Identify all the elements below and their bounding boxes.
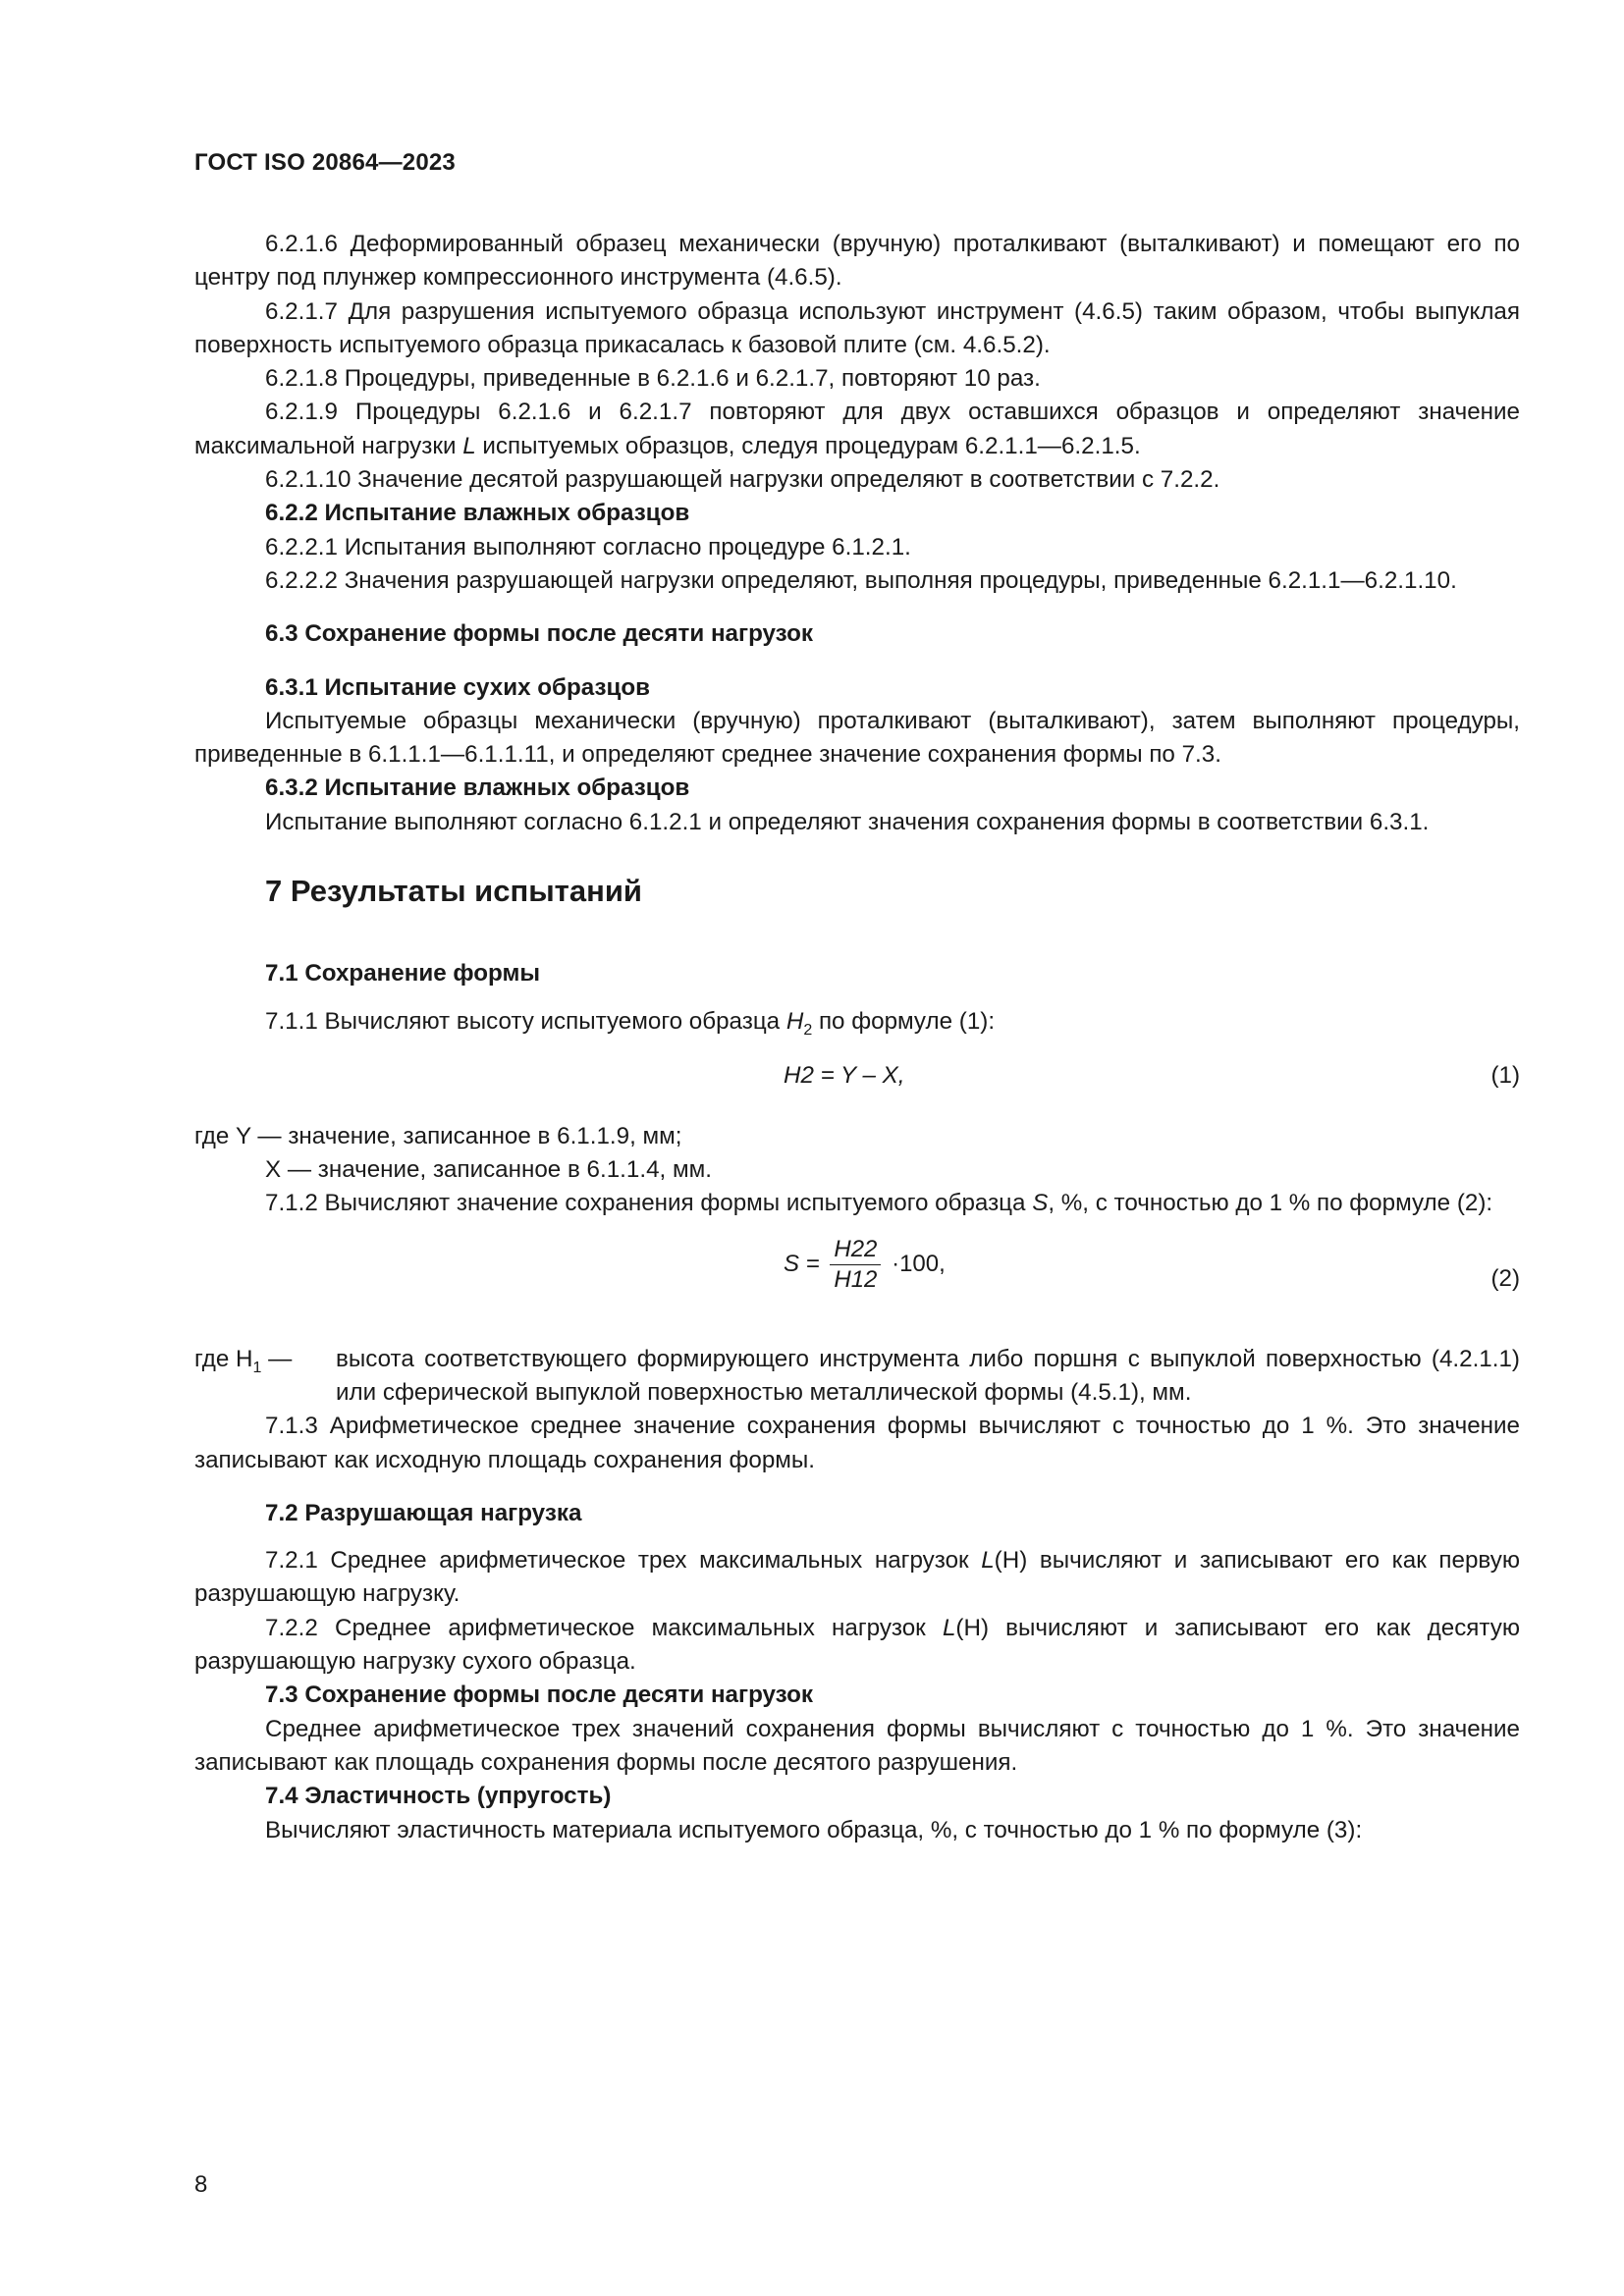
heading-7-2: 7.2 Разрушающая нагрузка: [265, 1499, 582, 1526]
heading-7-1: 7.1 Сохранение формы: [265, 960, 540, 988]
paragraph-7-4: Вычисляют эластичность материала испытуемого образца, %, с точностью до 1 % по формуле (3):: [265, 1816, 1363, 1843]
paragraph-6-2-1-8: 6.2.1.8 Процедуры, приведенные в 6.2.1.6 и 6.2.1.7, повторяют 10 раз.: [265, 365, 1041, 393]
text-segment: испытуемых образцов, следуя процедурам 6.2.1.1—6.2.1.5.: [475, 432, 1141, 459]
variable-s: S: [1032, 1190, 1049, 1217]
formula-2-denominator: H12: [834, 1265, 878, 1293]
heading-6-2-2: 6.2.2 Испытание влажных образцов: [265, 500, 690, 527]
where-x: X — значение, записанное в 6.1.1.4, мм.: [265, 1156, 712, 1184]
formula-1-number: (1): [1490, 1061, 1520, 1089]
heading-7-3: 7.3 Сохранение формы после десяти нагрузок: [265, 1682, 813, 1709]
text-segment: где H: [194, 1345, 253, 1372]
paragraph-7-1-3: 7.1.3 Арифметическое среднее значение сохранения формы вычисляют с точностью до 1 %. Это значение записывают как исходную площадь сохранения формы.: [194, 1413, 1520, 1473]
heading-7-4: 7.4 Эластичность (упругость): [265, 1783, 612, 1810]
paragraph-6-2-2-1: 6.2.2.1 Испытания выполняют согласно процедуре 6.1.2.1.: [265, 533, 911, 561]
paragraph-6-2-1-10: 6.2.1.10 Значение десятой разрушающей нагрузки определяют в соответствии с 7.2.2.: [265, 466, 1220, 494]
where-y: где Y — значение, записанное в 6.1.1.9, мм;: [194, 1122, 682, 1149]
paragraph-7-1-2: [194, 1187, 1520, 1220]
text-segment: 7.1.1 Вычисляют высоту испытуемого образца: [265, 1007, 786, 1035]
where-h1: [194, 1343, 1520, 1411]
document-body: [194, 228, 1520, 1847]
formula-1-expression: H2 = Y – X,: [784, 1061, 905, 1089]
text-segment: 6.2.1.9 Процедуры 6.2.1.6 и 6.2.1.7 повторяют для двух оставшихся образцов и определяют значение максимальной нагрузки: [194, 399, 1520, 459]
paragraph-7-2-2: [194, 1612, 1520, 1680]
page-number: 8: [194, 2171, 208, 2198]
formula-2-fraction: [830, 1235, 881, 1295]
text-segment: 7.1.2 Вычисляют значение сохранения формы испытуемого образца: [265, 1190, 1033, 1217]
formula-2: [194, 1221, 1520, 1329]
formula-2-expression: [784, 1235, 946, 1295]
heading-6-3-1: 6.3.1 Испытание сухих образцов: [265, 673, 651, 701]
paragraph-6-2-1-9: [194, 396, 1520, 463]
text-segment: по формуле (1):: [812, 1007, 996, 1035]
heading-6-3-2: 6.3.2 Испытание влажных образцов: [265, 774, 690, 802]
subscript: 1: [252, 1359, 262, 1376]
variable-l: L: [462, 432, 476, 459]
formula-2-numerator: H22: [830, 1235, 881, 1265]
text-segment: , %, с точностью до 1 % по формуле (2):: [1048, 1190, 1493, 1217]
paragraph-7-3: Среднее арифметическое трех значений сохранения формы вычисляют с точностью до 1 %. Это значение записывают как площадь сохранения формы после десятого разрушения.: [194, 1715, 1520, 1776]
heading-6-3: 6.3 Сохранение формы после десяти нагрузок: [265, 620, 813, 648]
paragraph-7-1-1: [194, 1005, 1520, 1047]
paragraph-6-2-2-2: 6.2.2.2 Значения разрушающей нагрузки определяют, выполняя процедуры, приведенные 6.2.1.1—6.2.1.10.: [265, 566, 1457, 594]
text-segment: (Н) вычисляют и записывают его как десятую разрушающую нагрузку сухого образца.: [194, 1614, 1520, 1676]
variable-l: L: [942, 1614, 956, 1641]
where-h1-label: где $H_1$ —: [194, 1345, 293, 1376]
heading-7: 7 Результаты испытаний: [265, 874, 642, 909]
paragraph-6-3-2: Испытание выполняют согласно 6.1.2.1 и определяют значения сохранения формы в соответствии 6.3.1.: [265, 808, 1430, 835]
formula-2-number: (2): [1490, 1264, 1520, 1292]
paragraph-6-2-1-7: 6.2.1.7 Для разрушения испытуемого образца используют инструмент (4.6.5) таким образом, чтобы выпуклая поверхность испытуемого образца прикасалась к базовой плите (см. 4.6.5.2).: [194, 297, 1520, 358]
text-segment: 7.2.1 Среднее арифметическое трех максимальных нагрузок: [265, 1547, 982, 1575]
paragraph-6-2-1-6: 6.2.1.6 Деформированный образец механически (вручную) проталкивают (выталкивают) и помещают его по центру под плунжер компрессионного инструмента (4.6.5).: [194, 231, 1520, 292]
document-header: ГОСТ ISO 20864—2023: [194, 149, 456, 176]
text-segment: (Н) вычисляют и записывают его как первую разрушающую нагрузку.: [194, 1547, 1520, 1608]
formula-1: [194, 1047, 1520, 1106]
paragraph-6-3-1: Испытуемые образцы механически (вручную) проталкивают (выталкивают), затем выполняют процедуры, приведенные в 6.1.1.1—6.1.1.11, и определяют среднее значение сохранения формы по 7.3.: [194, 707, 1520, 769]
variable-h: H: [785, 1007, 804, 1035]
text-segment: 7.2.2 Среднее арифметическое максимальных нагрузок: [265, 1614, 943, 1641]
variable-l: L: [981, 1547, 995, 1575]
paragraph-7-2-1: [194, 1544, 1520, 1612]
formula-2-lhs: S =: [784, 1250, 820, 1277]
subscript: 2: [803, 1021, 813, 1039]
formula-2-tail: ·100,: [892, 1250, 946, 1277]
where-h1-body: высота соответствующего формирующего инструмента либо поршня с выпуклой поверхностью (4.2.1.1) или сферической выпуклой поверхностью металлической формы (4.5.1), мм.: [336, 1345, 1520, 1406]
